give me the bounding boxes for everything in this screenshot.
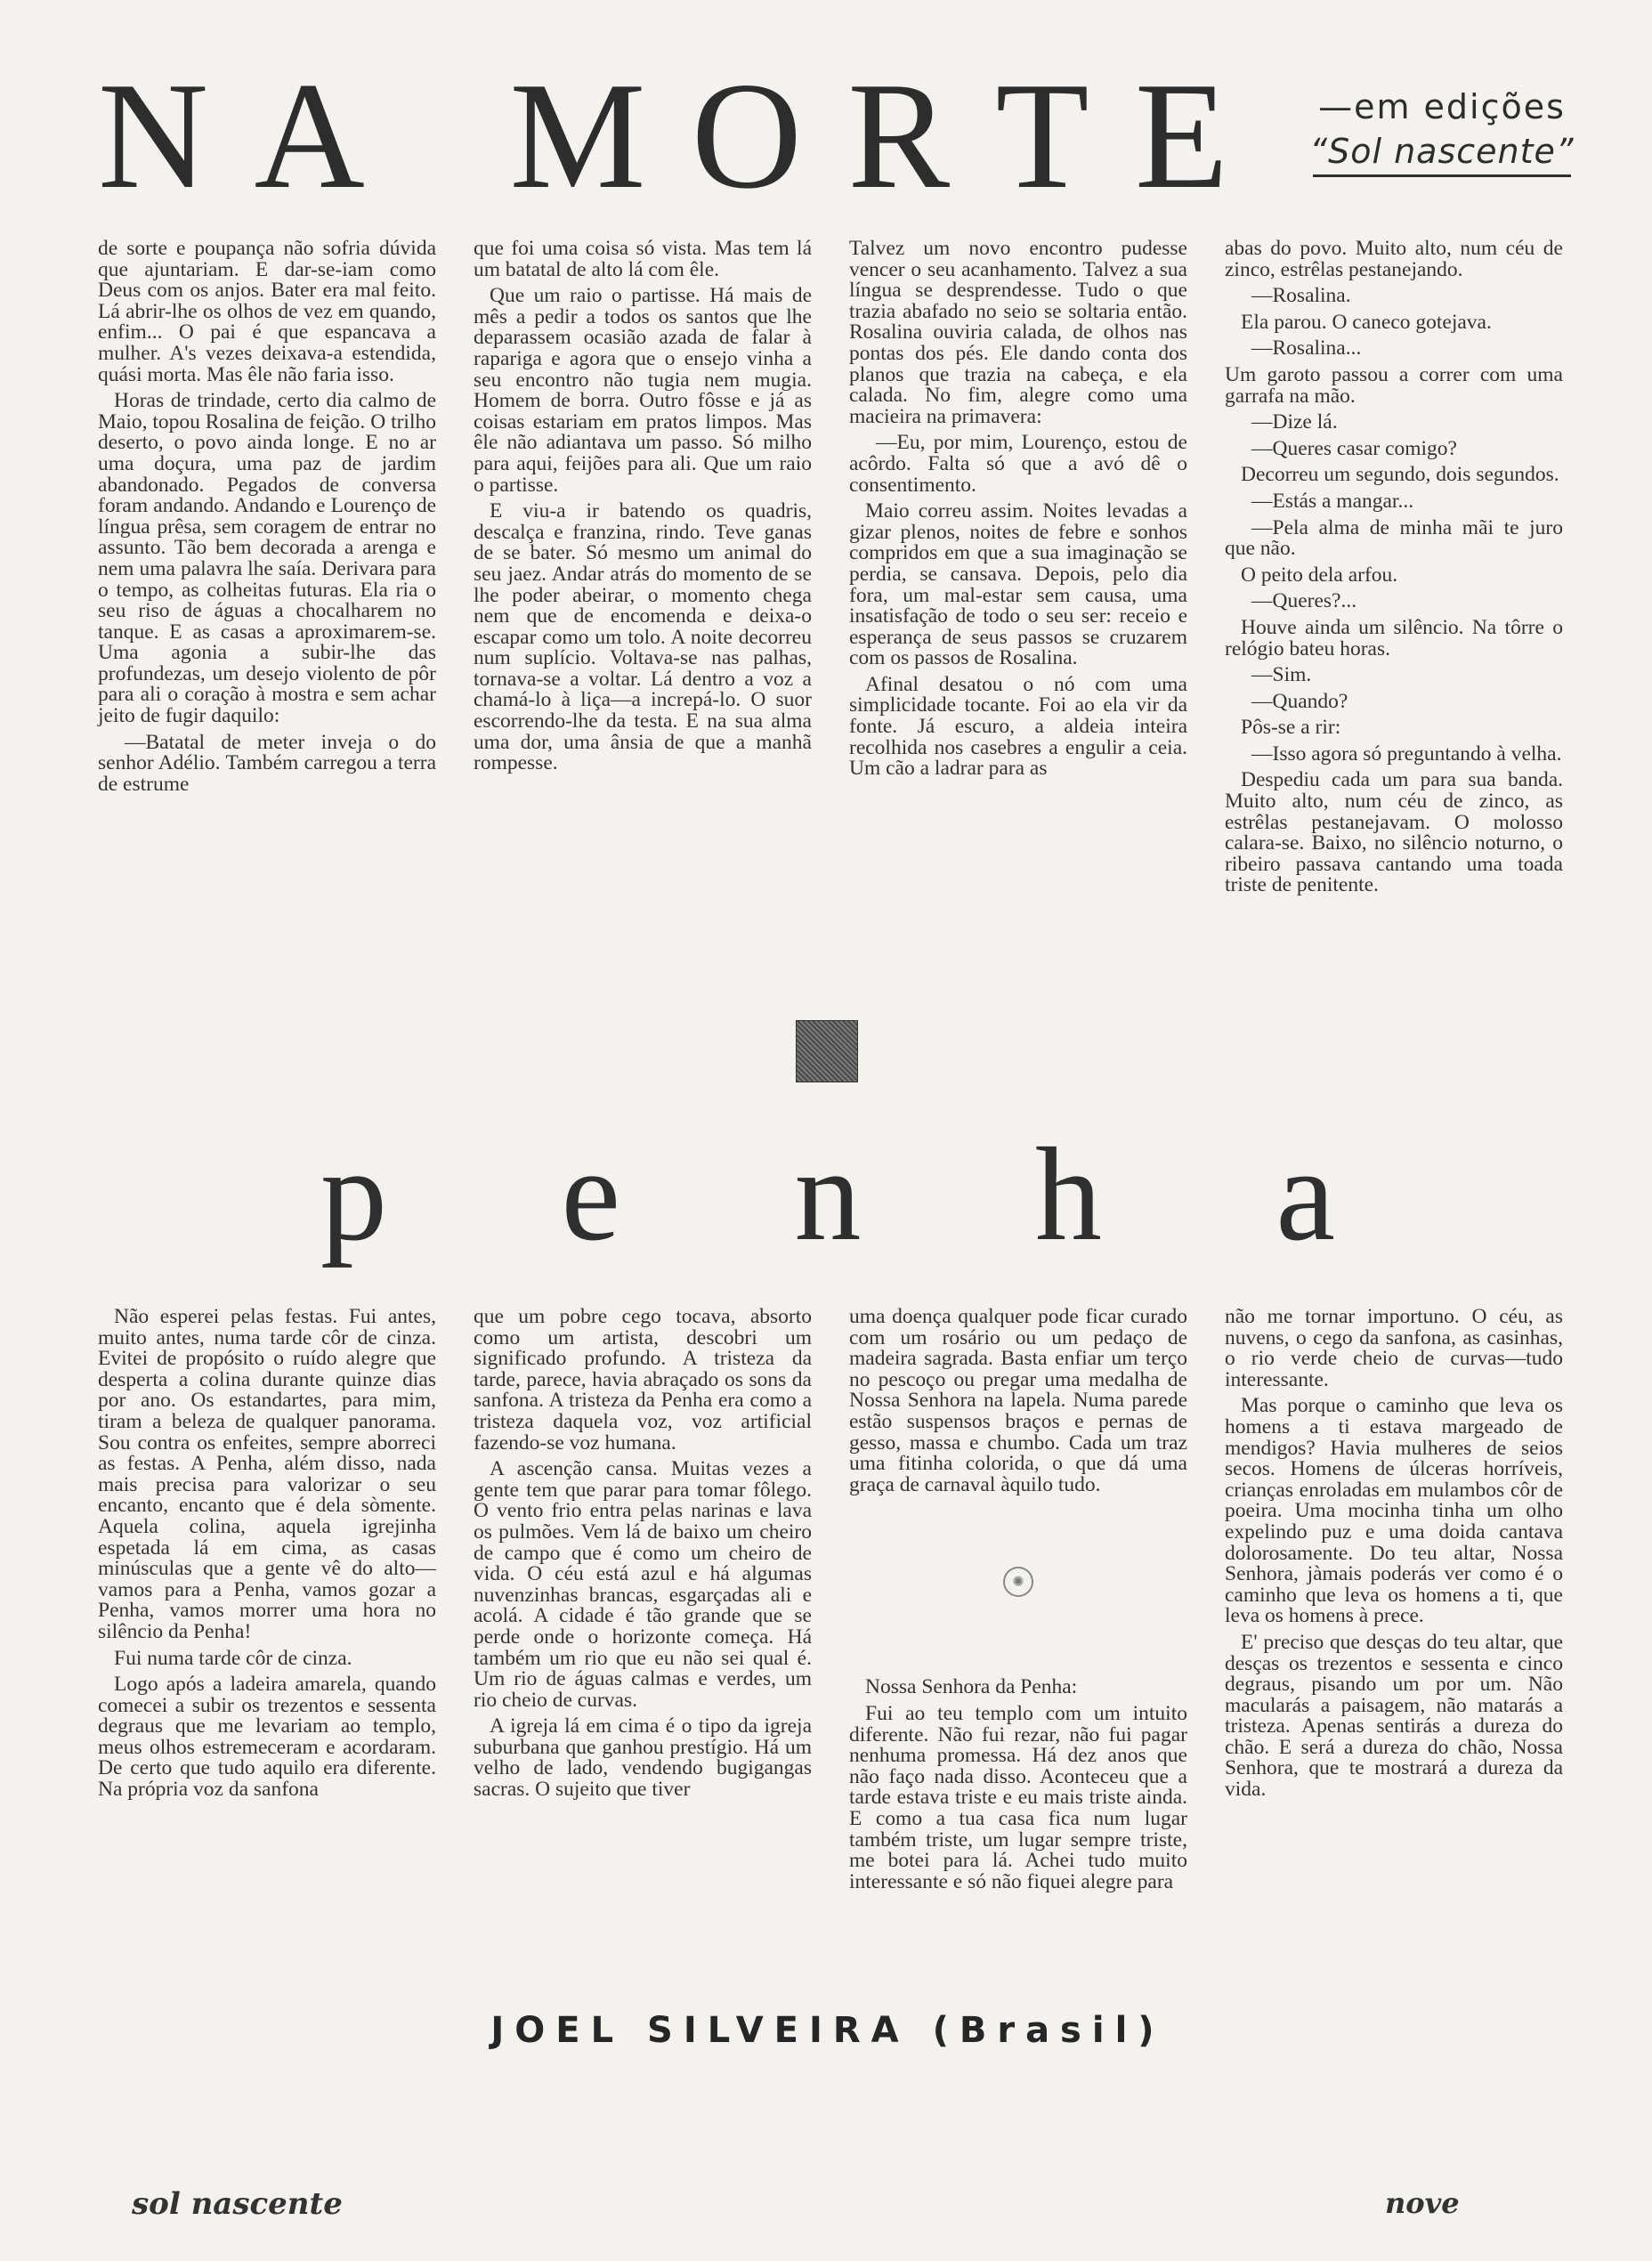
paragraph: —Rosalina... bbox=[1251, 336, 1362, 361]
title-letter: a bbox=[1275, 1121, 1335, 1268]
paragraph: —Sim. bbox=[1251, 663, 1312, 687]
paragraph: não me tornar importuno. O céu, as nuvens, o cego da sanfona, as casinhas, o rio verde cheio de curvas—tudo interessante. bbox=[1225, 1305, 1563, 1391]
paragraph: Nossa Senhora da Penha: bbox=[865, 1675, 1078, 1699]
paragraph: Afinal desatou o nó com uma simplicidade tocante. Foi ao ela vir da fonte. Já escuro, a aldeia inteira recolhida nos casebres a engulir a ceia. Um cão a ladrar para as bbox=[849, 672, 1187, 781]
paragraph: —Quando? bbox=[1251, 689, 1348, 713]
title-letter: n bbox=[794, 1121, 862, 1268]
title-letter: T bbox=[995, 52, 1089, 221]
paragraph: —Isso agora só preguntando à velha. bbox=[1251, 742, 1562, 766]
story2-columns bbox=[98, 1307, 1567, 1898]
paragraph: Não esperei pelas festas. Fui antes, muito antes, numa tarde côr de cinza. Evitei de propósito o ruído alegre que desperta a colina durante quinze dias por ano. Os estandartes, para mim, tiram a beleza de qualquer panorama. Sou contra os enfeites, sempre aborreci as festas. A Penha, além disso, nada mais precisa para valorizar o seu encanto, encanto que é dela sòmente. Aquela colina, aquela igrejinha espetada lá em cima, as casas minúsculas que a gente vê do alto—vamos para a Penha, vamos gozar a Penha, vamos morrer uma hora no silêncio da Penha! bbox=[98, 1305, 436, 1643]
story2-column bbox=[849, 1307, 1187, 1898]
story2-title bbox=[320, 1123, 1335, 1275]
title-letter: O bbox=[691, 52, 803, 221]
paragraph: uma doença qualquer pode ficar curado com um rosário ou um pedaço de madeira sagrada. Basta enfiar um terço no pescoço ou pregar uma medalha de Nossa Senhora na lapela. Numa parede estão suspensos braços e pernas de gesso, massa e chumbo. Cada um traz uma fitinha colorida, o que dá uma graça de carnaval àquilo tudo. bbox=[849, 1305, 1187, 1496]
paragraph: E viu-a ir batendo os quadris, descalça e franzina, rindo. Teve ganas de se bater. Só mesmo um animal do seu jaez. Andar atrás do momento de se lhe poder abeirar, o momento chega nem que de encomenda e deixa-o escapar como um tolo. A noite decorreu num suplício. Voltava-se nas palhas, tornava-se a voltar. Lá dentro a voz a chamá-lo à liça—a increpá-lo. O suor escorrendo-lhe da testa. E na sua alma uma dor, uma ânsia de que a manhã rompesse. bbox=[474, 499, 812, 775]
story1-title bbox=[98, 52, 1228, 221]
paragraph: —Queres casar comigo? bbox=[1251, 436, 1457, 460]
title-letter: R bbox=[847, 52, 951, 221]
author-byline: JOEL SILVEIRA (Brasil) bbox=[490, 2010, 1165, 2051]
paragraph: Despediu cada um para sua banda. Muito alto, num céu de zinco, as estrêlas pestanejavam. O molosso calara-se. Baixo, no silêncio noturno, o ribeiro passava cantando uma toada triste de penitente. bbox=[1225, 768, 1563, 897]
edition-credit bbox=[1264, 85, 1620, 177]
story1-column bbox=[849, 239, 1187, 902]
story2-column bbox=[1225, 1307, 1563, 1898]
paragraph: Maio correu assim. Noites levadas a gizar plenos, noites de febre e sonhos compridos em que a sua imaginação se perdia, se cansava. Depois, pelo dia fora, um mal-estar sem causa, uma insatisfação de todo o seu ser: receio e esperança de seus passos se cruzarem com os passos de Rosalina. bbox=[849, 499, 1187, 670]
title-letter: e bbox=[561, 1121, 621, 1268]
edition-underline bbox=[1313, 174, 1571, 177]
paragraph: —Rosalina. bbox=[1251, 284, 1351, 308]
paragraph: de sorte e poupança não sofria dúvida que ajuntariam. E dar-se-iam como Deus com os anjos. Bater era mal feito. Lá abrir-lhe os olhos de vez em quando, enfim... O pai é que espancava a mulher. A's vezes deixava-a estendida, quási morta. Mas êle não faria isso. bbox=[98, 237, 436, 386]
paragraph: A igreja lá em cima é o tipo da igreja suburbana que ganhou prestígio. Há um velho de lado, vendendo bugigangas sacras. O sujeito que tiver bbox=[474, 1714, 812, 1802]
title-letter: A bbox=[254, 52, 365, 221]
title-letter: E bbox=[1134, 52, 1228, 221]
paragraph: que um pobre cego tocava, absorto como um artista, descobri um significado profundo. A tristeza da tarde, parece, havia abraçado os sons da sanfona. A tristeza da Penha era como a tristeza daquela voz, voz artificial fazendo-se voz humana. bbox=[474, 1305, 812, 1455]
paragraph: Houve ainda um silêncio. Na tôrre o relógio bateu horas. bbox=[1225, 615, 1563, 660]
paragraph: Decorreu um segundo, dois segundos. bbox=[1241, 463, 1559, 487]
story1-columns bbox=[98, 239, 1567, 902]
paragraph: Logo após a ladeira amarela, quando comecei a subir os trezentos e sessenta degraus que me levariam ao templo, meus olhos estremeceram e acordaram. De certo que tudo aquilo era diferente. Na própria voz da sanfona bbox=[98, 1673, 436, 1802]
paragraph: —Estás a mangar... bbox=[1251, 489, 1414, 513]
paragraph: Horas de trindade, certo dia calmo de Maio, topou Rosalina de feição. O trilho deserto, o povo ainda longe. E no ar uma doçura, uma paz de jardim abandonado. Pegados de conversa foram andando. Andando e Lourenço de língua prêsa, sem coragem de entrar no assunto. Tão bem decorada a arenga e nem uma palavra lhe saía. Derivara para o tempo, as colheitas futuras. Ela ria o seu riso de águas a chocalharem no tanque. E as casas a aproximarem-se. Uma agonia a subir-lhe das profundezas, um desejo violento de pôr para ali o coração à mostra e sem achar jeito de fugir daquilo: bbox=[98, 389, 436, 728]
story1-column bbox=[98, 239, 436, 902]
paragraph: Pôs-se a rir: bbox=[1241, 716, 1341, 740]
paragraph: A ascenção cansa. Muitas vezes a gente tem que parar para tomar fôlego. O vento frio entra pelas narinas e lava os pulmões. Vem lá de baixo um cheiro de campo que é como um cheiro de vida. O céu está azul e há algumas nuvenzinhas brancas, esgarçadas ali e acolá. A cidade é tão grande que se perde onde o horizonte começa. Há também um rio que eu não sei qual é. Um rio de águas calmas e verdes, um rio cheio de curvas. bbox=[474, 1457, 812, 1712]
paragraph: Fui ao teu templo com um intuito diferente. Não fui rezar, não fui pagar nenhuma promessa. Há dez anos que não faço nada disso. Aconteceu que a tarde estava triste e eu mais triste ainda. E como a tua casa fica num lugar também triste, um lugar sempre triste, me botei para lá. Achei tudo muito interessante e só não fiquei alegre para bbox=[849, 1701, 1187, 1893]
paragraph: Ela parou. O caneco gotejava. bbox=[1241, 310, 1492, 334]
paragraph: Talvez um novo encontro pudesse vencer o seu acanhamento. Talvez a sua língua se desprendesse. Tudo o que trazia abafado no seio se soltaria então. Rosalina ouviria calada, de olhos nas pontas dos pés. Ele dando conta dos planos que trazia na cabeça, e ela calada. No fim, alegre como uma macieira na primavera: bbox=[849, 237, 1187, 428]
paragraph: —Eu, por mim, Lourenço, estou de acôrdo. Falta só que a avó dê o consentimento. bbox=[849, 431, 1187, 497]
paragraph: que foi uma coisa só vista. Mas tem lá um batatal de alto lá com êle. bbox=[474, 237, 812, 281]
story2-column bbox=[98, 1307, 436, 1898]
paragraph: O peito dela arfou. bbox=[1241, 563, 1398, 587]
title-letter: M bbox=[509, 52, 646, 221]
section-ornament bbox=[796, 1020, 858, 1082]
paragraph: Fui numa tarde côr de cinza. bbox=[114, 1646, 352, 1670]
story1-column bbox=[474, 239, 812, 902]
paragraph: Mas porque o caminho que leva os homens a ti estava margeado de mendigos? Havia mulheres de seios secos. Homens de úlceras horríveis, crianças enroladas em mulambos côr de poeira. Uma mocinha tinha um olho expelindo puz e uma doida cantava dolorosamente. Do teu altar, Nossa Senhora, jàmais poderás ver como é o caminho que leva os homens a ti, que leva os homens à prece. bbox=[1225, 1394, 1563, 1628]
edition-line1: —em edições bbox=[1318, 87, 1566, 126]
paragraph: Um garoto passou a correr com uma garrafa na mão. bbox=[1225, 362, 1563, 408]
story1-column bbox=[1225, 239, 1563, 902]
footer-magazine-name: sol nascente bbox=[132, 2186, 343, 2222]
paragraph: —Pela alma de minha mãi te juro que não. bbox=[1225, 515, 1563, 561]
seal-icon: ✺ bbox=[1003, 1567, 1033, 1597]
paragraph: —Batatal de meter inveja o do senhor Adélio. Também carregou a terra de estrume bbox=[98, 730, 436, 796]
edition-line2: “Sol nascente” bbox=[1309, 132, 1575, 171]
footer-page-number: nove bbox=[1385, 2186, 1460, 2220]
paragraph: —Dize lá. bbox=[1251, 410, 1338, 434]
story2-column bbox=[474, 1307, 812, 1898]
paragraph: abas do povo. Muito alto, num céu de zinco, estrêlas pestanejando. bbox=[1225, 237, 1563, 281]
paragraph: Que um raio o partisse. Há mais de mês a pedir a todos os santos que lhe deparassem ocasião azada de falar à rapariga e agora que o ensejo vinha a seu encontro não tugia nem mugia. Homem de borra. Outro fôsse e já as coisas estariam em pratos limpos. Mas êle não adiantava um passo. Só milho para aqui, feijões para ali. Que um raio o partisse. bbox=[474, 284, 812, 497]
title-letter: h bbox=[1034, 1121, 1102, 1268]
paragraph: —Queres?... bbox=[1251, 589, 1357, 613]
title-letter: N bbox=[98, 52, 209, 221]
paragraph: E' preciso que desças do teu altar, que desças os trezentos e sessenta e cinco degraus, pisando um por um. Não macularás a paisagem, não matarás a tristeza. Apenas sentirás a dureza do chão. E será a dureza do chão, Nossa Senhora, que te mostrará a dureza da vida. bbox=[1225, 1630, 1563, 1802]
title-letter: p bbox=[320, 1121, 387, 1268]
